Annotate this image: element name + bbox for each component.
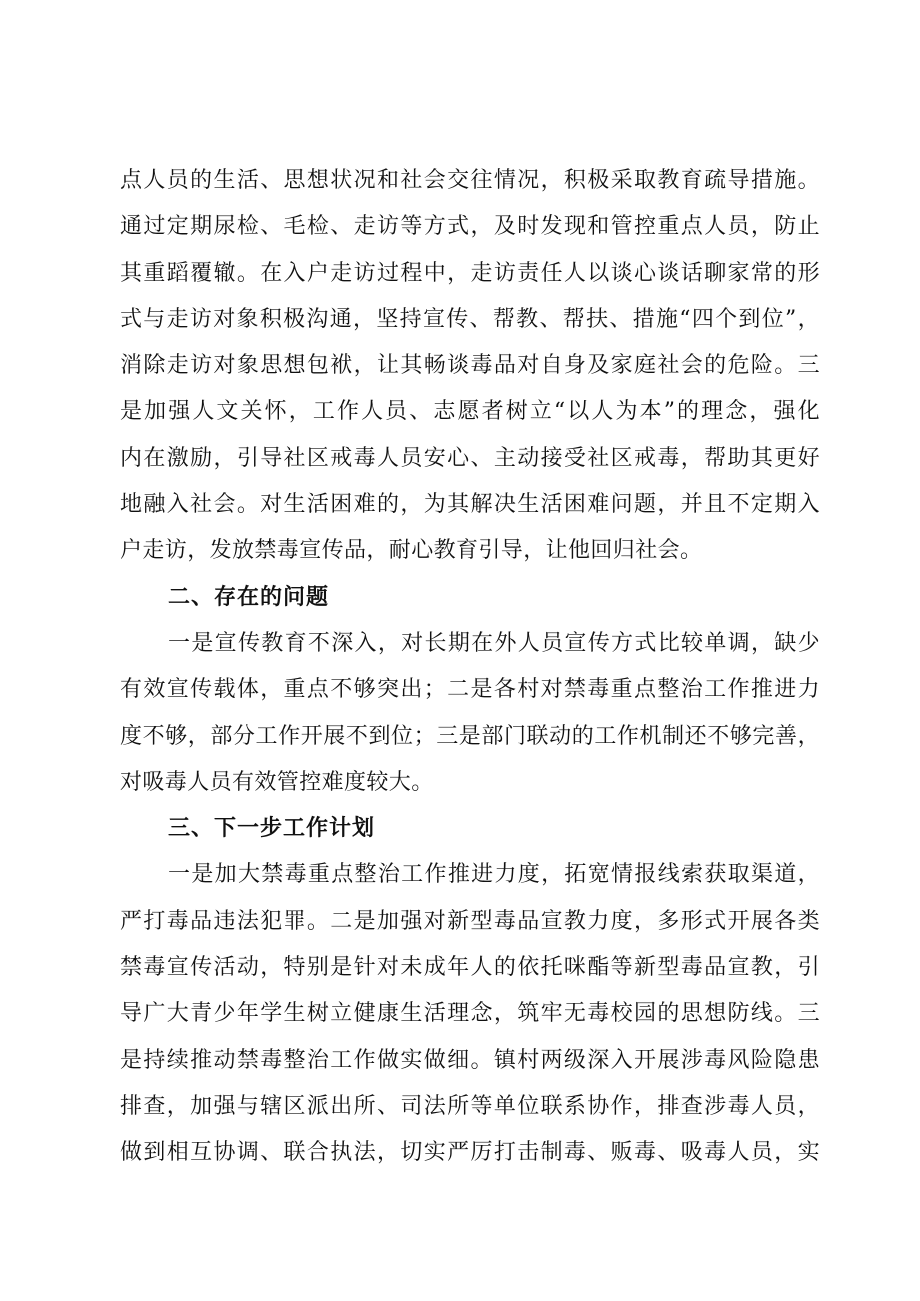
paragraph-line: 是持续推动禁毒整治工作做实做细。镇村两级深入开展涉毒风险隐患 [120, 1047, 820, 1073]
paragraph-line: 式与走访对象积极沟通，坚持宣传、帮教、帮扶、措施“四个到位”， [120, 306, 820, 332]
paragraph-line: 导广大青少年学生树立健康生活理念，筑牢无毒校园的思想防线。三 [120, 1001, 820, 1027]
paragraph-line: 对吸毒人员有效管控难度较大。 [120, 769, 434, 795]
paragraph-line: 禁毒宣传活动，特别是针对未成年人的依托咪酯等新型毒品宣教，引 [120, 955, 820, 981]
paragraph-next-steps [120, 852, 820, 1176]
paragraph-line: 是加强人文关怀，工作人员、志愿者树立“以人为本”的理念，强化 [120, 399, 820, 425]
paragraph-line: 通过定期尿检、毛检、走访等方式，及时发现和管控重点人员，防止 [120, 214, 820, 240]
document-body [120, 158, 820, 1177]
paragraph-line: 消除走访对象思想包袱，让其畅谈毒品对自身及家庭社会的危险。三 [120, 353, 820, 379]
paragraph-line: 一是加大禁毒重点整治工作推进力度，拓宽情报线索获取渠道， [168, 862, 820, 888]
paragraph-line: 排查，加强与辖区派出所、司法所等单位联系协作，排查涉毒人员， [120, 1093, 820, 1119]
paragraph-problems [120, 621, 820, 806]
paragraph-line: 一是宣传教育不深入，对长期在外人员宣传方式比较单调，缺少 [168, 630, 820, 656]
paragraph-line: 其重蹈覆辙。在入户走访过程中，走访责任人以谈心谈话聊家常的形 [120, 260, 820, 286]
section-heading-next-steps: 三、下一步工作计划 [168, 816, 376, 842]
paragraph-line: 度不够，部分工作开展不到位；三是部门联动的工作机制还不够完善， [120, 723, 820, 749]
paragraph-line: 做到相互协调、联合执法，切实严厉打击制毒、贩毒、吸毒人员，实 [120, 1140, 820, 1166]
section-heading-problems: 二、存在的问题 [168, 584, 330, 610]
paragraph-1 [120, 158, 820, 575]
paragraph-line: 严打毒品违法犯罪。二是加强对新型毒品宣教力度，多形式开展各类 [120, 908, 820, 934]
paragraph-line: 内在激励，引导社区戒毒人员安心、主动接受社区戒毒，帮助其更好 [120, 445, 820, 471]
paragraph-line: 点人员的生活、思想状况和社会交往情况，积极采取教育疏导措施。 [120, 168, 820, 193]
paragraph-line: 户走访，发放禁毒宣传品，耐心教育引导，让他回归社会。 [120, 538, 703, 564]
paragraph-line: 有效宣传载体，重点不够突出；二是各村对禁毒重点整治工作推进力 [120, 677, 820, 703]
paragraph-line: 地融入社会。对生活困难的，为其解决生活困难问题，并且不定期入 [120, 492, 820, 518]
